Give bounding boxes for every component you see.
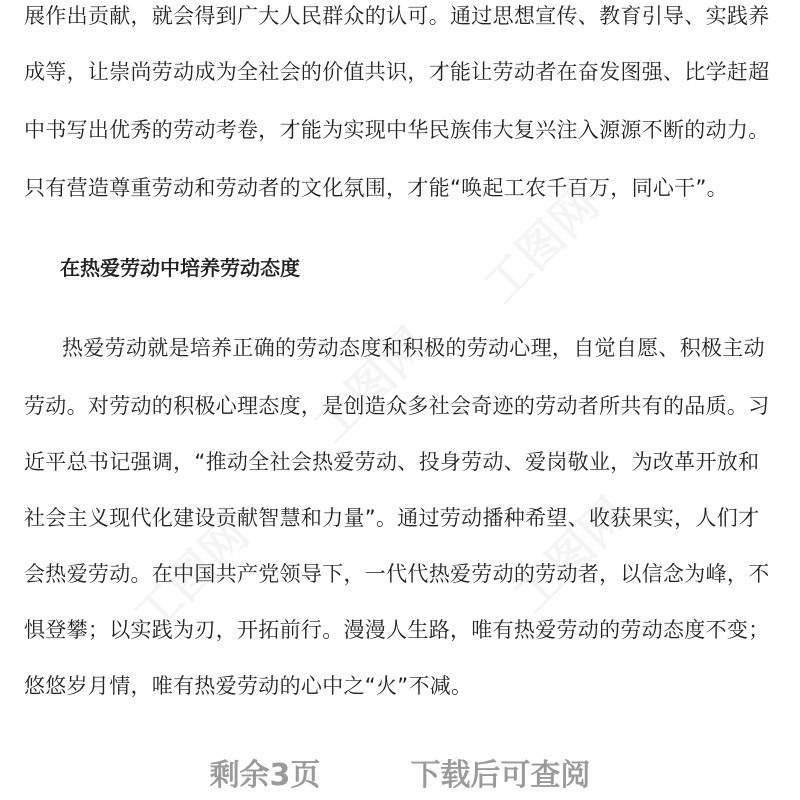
paragraph-line: 劳动。对劳动的积极心理态度，是创造众多社会奇迹的劳动者所共有的品质。习 [24, 394, 770, 418]
paragraph-line: 展作出贡献，就会得到广大人民群众的认可。通过思想宣传、教育引导、实践养 [24, 4, 770, 28]
paragraph-line: 中书写出优秀的劳动考卷，才能为实现中华民族伟大复兴注入源源不断的动力。 [24, 118, 770, 142]
paragraph-line: 悠悠岁月情，唯有热爱劳动的心中之“火”不减。 [24, 674, 473, 698]
paragraph-line: 成等，让崇尚劳动成为全社会的价值共识，才能让劳动者在奋发图强、比学赶超 [24, 60, 770, 84]
download-prompt [0, 756, 800, 796]
paragraph-line: 只有营造尊重劳动和劳动者的文化氛围，才能“唤起工农千百万，同心干”。 [24, 176, 728, 200]
section-heading: 在热爱劳动中培养劳动态度 [60, 256, 300, 280]
remaining-pages-label[interactable]: 剩余3页 [209, 758, 321, 793]
paragraph-line: 惧登攀；以实践为刃，开拓前行。漫漫人生路，唯有热爱劳动的劳动态度不变； [24, 618, 770, 642]
watermark [497, 481, 641, 625]
watermark [297, 311, 441, 455]
paragraph-line: 社会主义现代化建设贡献智慧和力量”。通过劳动播种希望、收获果实，人们才 [24, 506, 760, 530]
paragraph-line: 近平总书记强调，“推动全社会热爱劳动、投身劳动、爱岗敬业，为改革开放和 [24, 450, 760, 474]
download-to-view-link[interactable]: 下载后可查阅 [410, 758, 591, 793]
paragraph-line: 会热爱劳动。在中国共产党领导下，一代代热爱劳动的劳动者，以信念为峰，不 [24, 562, 770, 586]
paragraph-line: 热爱劳动就是培养正确的劳动态度和积极的劳动心理，自觉自愿、积极主动 [62, 336, 765, 360]
